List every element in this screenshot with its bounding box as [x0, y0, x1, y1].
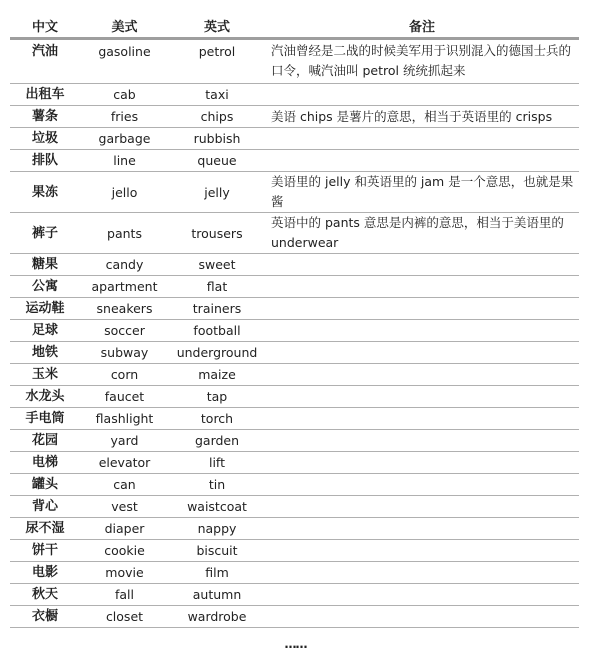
- cell-chinese: 汽油: [10, 39, 80, 84]
- ellipsis-footer: ……: [284, 637, 307, 651]
- cell-american: cookie: [80, 540, 169, 562]
- cell-note: [265, 452, 579, 474]
- cell-british: lift: [169, 452, 265, 474]
- cell-british: film: [169, 562, 265, 584]
- table-row: [10, 320, 579, 342]
- cell-american: gasoline: [80, 39, 169, 84]
- cell-american: faucet: [80, 386, 169, 408]
- cell-british: taxi: [169, 84, 265, 106]
- cell-american: pants: [80, 213, 169, 254]
- cell-note: [265, 320, 579, 342]
- cell-chinese: 背心: [10, 496, 80, 518]
- cell-note: [265, 496, 579, 518]
- cell-american: jello: [80, 172, 169, 213]
- cell-chinese: 排队: [10, 150, 80, 172]
- cell-british: autumn: [169, 584, 265, 606]
- cell-chinese: 公寓: [10, 276, 80, 298]
- cell-american: movie: [80, 562, 169, 584]
- cell-chinese: 糖果: [10, 254, 80, 276]
- cell-american: elevator: [80, 452, 169, 474]
- table-row: [10, 254, 579, 276]
- cell-chinese: 薯条: [10, 106, 80, 128]
- cell-note: [265, 150, 579, 172]
- cell-british: nappy: [169, 518, 265, 540]
- table-body: [10, 39, 579, 628]
- cell-british: tin: [169, 474, 265, 496]
- vocab-table-container: [10, 14, 579, 628]
- cell-british: maize: [169, 364, 265, 386]
- table-row: [10, 298, 579, 320]
- cell-note: [265, 276, 579, 298]
- table-row: [10, 172, 579, 213]
- cell-american: fries: [80, 106, 169, 128]
- table-row: [10, 496, 579, 518]
- cell-note: [265, 606, 579, 628]
- table-row: [10, 39, 579, 84]
- table-row: [10, 518, 579, 540]
- cell-american: subway: [80, 342, 169, 364]
- cell-american: line: [80, 150, 169, 172]
- cell-note: [265, 128, 579, 150]
- cell-chinese: 花园: [10, 430, 80, 452]
- cell-chinese: 水龙头: [10, 386, 80, 408]
- cell-british: petrol: [169, 39, 265, 84]
- table-row: [10, 276, 579, 298]
- cell-british: tap: [169, 386, 265, 408]
- cell-note: [265, 386, 579, 408]
- cell-british: rubbish: [169, 128, 265, 150]
- cell-american: corn: [80, 364, 169, 386]
- cell-note: 美语里的 jelly 和英语里的 jam 是一个意思，也就是果酱: [265, 172, 579, 213]
- cell-chinese: 尿不湿: [10, 518, 80, 540]
- cell-british: wardrobe: [169, 606, 265, 628]
- cell-chinese: 饼干: [10, 540, 80, 562]
- cell-british: trousers: [169, 213, 265, 254]
- cell-note: [265, 408, 579, 430]
- cell-american: cab: [80, 84, 169, 106]
- cell-note: [265, 518, 579, 540]
- cell-american: fall: [80, 584, 169, 606]
- cell-chinese: 地铁: [10, 342, 80, 364]
- header-chinese: 中文: [10, 14, 80, 39]
- cell-note: [265, 254, 579, 276]
- cell-british: jelly: [169, 172, 265, 213]
- cell-note: [265, 584, 579, 606]
- table-row: [10, 430, 579, 452]
- table-row: [10, 540, 579, 562]
- cell-chinese: 衣橱: [10, 606, 80, 628]
- header-american: 美式: [80, 14, 169, 39]
- cell-chinese: 电影: [10, 562, 80, 584]
- cell-chinese: 运动鞋: [10, 298, 80, 320]
- table-row: [10, 84, 579, 106]
- header-note: 备注: [265, 14, 579, 39]
- table-row: [10, 408, 579, 430]
- cell-chinese: 手电筒: [10, 408, 80, 430]
- cell-chinese: 出租车: [10, 84, 80, 106]
- cell-chinese: 裤子: [10, 213, 80, 254]
- cell-note: [265, 562, 579, 584]
- cell-british: trainers: [169, 298, 265, 320]
- table-row: [10, 584, 579, 606]
- cell-british: chips: [169, 106, 265, 128]
- cell-american: garbage: [80, 128, 169, 150]
- vocab-table: [10, 14, 579, 628]
- cell-chinese: 玉米: [10, 364, 80, 386]
- cell-note: [265, 540, 579, 562]
- cell-note: [265, 430, 579, 452]
- header-row: [10, 14, 579, 39]
- header-british: 英式: [169, 14, 265, 39]
- cell-note: [265, 298, 579, 320]
- table-row: [10, 606, 579, 628]
- cell-american: can: [80, 474, 169, 496]
- table-row: [10, 213, 579, 254]
- cell-american: sneakers: [80, 298, 169, 320]
- cell-note: [265, 84, 579, 106]
- cell-note: [265, 474, 579, 496]
- table-row: [10, 150, 579, 172]
- cell-british: football: [169, 320, 265, 342]
- cell-american: candy: [80, 254, 169, 276]
- table-row: [10, 474, 579, 496]
- cell-british: flat: [169, 276, 265, 298]
- cell-chinese: 罐头: [10, 474, 80, 496]
- cell-american: vest: [80, 496, 169, 518]
- cell-british: queue: [169, 150, 265, 172]
- cell-american: yard: [80, 430, 169, 452]
- cell-chinese: 果冻: [10, 172, 80, 213]
- cell-american: diaper: [80, 518, 169, 540]
- cell-chinese: 电梯: [10, 452, 80, 474]
- table-row: [10, 342, 579, 364]
- table-header: [10, 14, 579, 39]
- table-row: [10, 562, 579, 584]
- cell-american: flashlight: [80, 408, 169, 430]
- cell-note: [265, 364, 579, 386]
- cell-american: apartment: [80, 276, 169, 298]
- cell-british: garden: [169, 430, 265, 452]
- cell-british: waistcoat: [169, 496, 265, 518]
- cell-british: sweet: [169, 254, 265, 276]
- table-row: [10, 128, 579, 150]
- cell-note: 英语中的 pants 意思是内裤的意思，相当于美语里的 underwear: [265, 213, 579, 254]
- table-row: [10, 106, 579, 128]
- cell-chinese: 垃圾: [10, 128, 80, 150]
- cell-british: underground: [169, 342, 265, 364]
- cell-note: 汽油曾经是二战的时候美军用于识别混入的德国士兵的口令，喊汽油叫 petrol 统统抓起来: [265, 39, 579, 84]
- cell-american: soccer: [80, 320, 169, 342]
- table-row: [10, 452, 579, 474]
- cell-note: 美语 chips 是薯片的意思，相当于英语里的 crisps: [265, 106, 579, 128]
- table-row: [10, 364, 579, 386]
- cell-note: [265, 342, 579, 364]
- table-row: [10, 386, 579, 408]
- cell-british: torch: [169, 408, 265, 430]
- cell-british: biscuit: [169, 540, 265, 562]
- cell-chinese: 秋天: [10, 584, 80, 606]
- cell-american: closet: [80, 606, 169, 628]
- cell-chinese: 足球: [10, 320, 80, 342]
